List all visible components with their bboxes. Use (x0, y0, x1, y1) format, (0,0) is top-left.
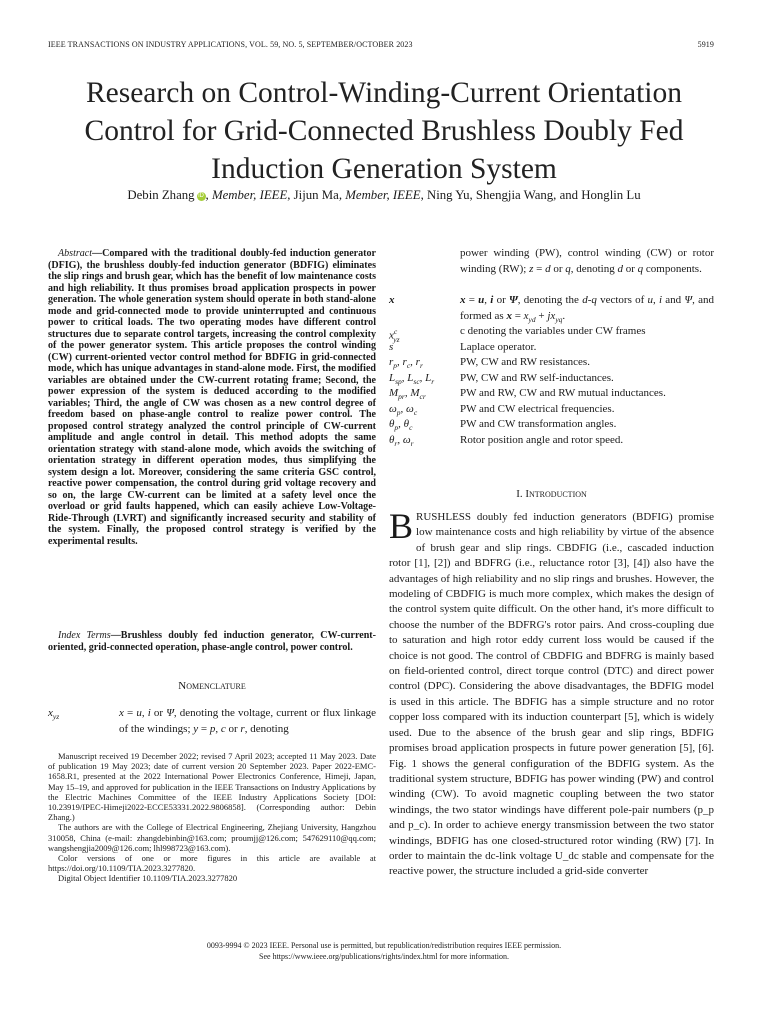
orcid-icon[interactable]: iD (198, 193, 204, 199)
nomenclature-symbol: $r_p$, $r_c$, $r_r$ (389, 356, 423, 371)
nomenclature-definition: PW, CW and RW self-inductances. (460, 372, 614, 384)
footnote-manuscript: Manuscript received 19 December 2022; revised 7 April 2023; accepted 11 May 2023. Date of publication 19 May 2023; date of current version 20 September 2023. Paper 2022-EMC-1658.R1, presented at the 2022 International Power Electronics Conference, Himeji, Japan, May 15–19, and approved for publication in the IEEE Transactions on Industry Applications by the Electric Machines Committee of the IEEE Industry Applications Society [DOI: 10.23919/IPEC-Himeji2022-ECCE53331.2022.9806858]. (Corresponding author: Debin Zhang.) (48, 751, 376, 823)
copyright-notice (40, 940, 728, 962)
abstract-text: —Compared with the traditional doubly-fed induction generator (DFIG), the brushless doubly-fed induction generator (BDFIG) eliminates the slip rings and brush gear, which has the benefit of low maintenance costs and high reliability. It thus promises broad application prospects in power generation. The whole generation system should operate in both stand-alone mode and grid-connected mode to provide uninterrupted and continuous power to critical loads. The two operating modes have different control structures due to separate control targets, increasing the control complexity of the power generator system. This article proposes the control winding (CW) current-oriented vector control method for BDFIG in grid-connected mode, which has unique advantages in stand-alone mode. First, the modified variables are obtained under the CW-current rotating frame; Second, the power expression of the system is deduced according to the modified variables; Third, the angle of CW was chosen as a new control degree of freedom based on phase-angle control to realize power control. The proposed control strategy analyzed the control principle of CW-current amplitude and angle control in detail. This method adopts the same orientation strategy with stand-alone mode, which avoids the switching of orientation strategy in different operation modes, thus simplifying the system design a lot. Moreover, considering the same criteria GSC control, reactive power compensation, the control during grid voltage recovery and so on, the large CW-current can be limited at a safety level once the overload or grid faults happened, which can easily achieve Low-Voltage-Ride-Through (LVRT) and significantly increased security and stability of the system. Finally, the proposed control strategy is verified by the experimental results. (48, 248, 376, 547)
nomenclature-definition: Laplace operator. (460, 341, 537, 353)
nomenclature-row (389, 293, 714, 327)
footnotes (48, 751, 376, 884)
nomenclature-symbol: $\theta_p$, $\theta_c$ (389, 418, 413, 433)
abstract (48, 248, 376, 547)
index-terms (48, 630, 376, 653)
nomenclature-symbol: x (389, 294, 395, 306)
drop-cap: B (389, 506, 414, 546)
introduction-body (389, 506, 714, 880)
author-name: , Jijun Ma (287, 188, 339, 202)
nomenclature-definition: PW, CW and RW resistances. (460, 356, 590, 368)
nomenclature-symbol: s (389, 341, 394, 353)
nomenclature-definition: PW and RW, CW and RW mutual inductances. (460, 387, 666, 399)
footnote-affiliation: The authors are with the College of Electrical Engineering, Zhejiang University, Hangzhou 310058, China (e-mail: zhangdebinbin@163.com; proumjj@126.com; 547629110@qq.com; wangshengjia2009@126.com; lhl998723@163.com). (48, 822, 376, 853)
nomenclature-definition: c denoting the variables under CW frames (460, 325, 646, 337)
introduction-text: RUSHLESS doubly fed induction generators (BDFIG) promise low maintenance costs and high reliability by virtue of the absence of brush gear and slip rings. CBDFIG (i.e., cascaded induction rotor [1], [2]) and BDFRG (i.e., reluctance rotor [3], [4]) also have the advantages of high reliability and no slip rings and brushes. However, the modeling of CBDFIG is much more complex, which makes the design of the control system quite difficult. On the other hand, it's more difficult to choose the number of the BDFRG's rotor pairs. And cross-coupling due to saturation and high rotor eddy current loss would be caused if the choice is not good. The control of CBDFIG and BDFRG is mainly based on field-oriented control, direct torque control (DTC) and direct power control (DPC). Considering the above disadvantages, the BDFIG model is used in this article. The BDFIG has a simple structure and no rotor copper loss compared with its induction counterpart [5], which is widely used. Due to the absence of the brush gear and slip rings, BDFIG promises broad application prospects in future power generation [5], [6]. Fig. 1 shows the general configuration of the BDFIG system. As the traditional system structure, BDFIG has power winding (PW) and control winding (CW). To avoid magnetic coupling between the two stator windings, the two stator windings have different pole-pair numbers (p_p and p_c). In order to achieve energy transmission between the two stator windings, BDFIG has one closed-structured rotor winding (RW) [7]. In order to maintain the dc-link voltage U_dc stable and compensate for the reactive power, the structure included a grid-side converter (389, 511, 714, 878)
nomenclature-definition: PW and CW transformation angles. (460, 418, 617, 430)
nomenclature-definition: x = u, i or Ψ, denoting the d-q vectors of u, i and Ψ, and formed as $x = x_{yd} + jx_{yq}$. (460, 294, 714, 324)
nomenclature-definition: power winding (PW), control winding (CW) or rotor winding (RW); z = d or q, denoting d or q components. (460, 247, 714, 275)
paper-title: Research on Control-Winding-Current Orientation Control for Grid-Connected Brushless Doubly Fed Induction Generation System (84, 77, 684, 185)
nomenclature-symbol: $x_{yz}$ (48, 707, 60, 722)
footnote-color-versions: Color versions of one or more figures in this article are available at https://doi.org/10.1109/TIA.2023.3277820. (48, 853, 376, 874)
author-membership: , Member, IEEE (338, 188, 421, 202)
rights-link[interactable]: See https://www.ieee.org/publications/rights/index.html for more information. (259, 952, 509, 961)
introduction-heading: I. Introduction (516, 488, 587, 500)
nomenclature-row (48, 706, 376, 737)
nomenclature-heading: Nomenclature (178, 680, 246, 692)
nomenclature-continued (460, 246, 714, 277)
author-list (40, 188, 728, 203)
nomenclature-symbol: $\omega_p$, $\omega_c$ (389, 403, 418, 418)
nomenclature-symbol: $M_{pr}$, $M_{cr}$ (389, 387, 426, 402)
copyright-line: 0093-9994 © 2023 IEEE. Personal use is permitted, but republication/redistribution requires IEEE permission. (206, 941, 562, 950)
nomenclature-row (389, 433, 714, 452)
footnote-doi: Digital Object Identifier 10.1109/TIA.2023.3277820 (58, 873, 238, 884)
nomenclature-symbol: $L_{sp}$, $L_{sc}$, $L_r$ (389, 372, 435, 387)
journal-header: IEEE TRANSACTIONS ON INDUSTRY APPLICATIONS, VOL. 59, NO. 5, SEPTEMBER/OCTOBER 2023 (48, 40, 413, 49)
nomenclature-definition: Rotor position angle and rotor speed. (460, 434, 624, 446)
nomenclature-symbol: $x^c_{yz}$ (389, 327, 400, 344)
nomenclature-definition: PW and CW electrical frequencies. (460, 403, 615, 415)
index-terms-text: —Brushless doubly fed induction generator, CW-current-oriented, grid-connected operation, phase-angle control, power control. (48, 630, 376, 653)
author-name: Debin Zhang (127, 188, 195, 202)
page-number: 5919 (697, 40, 714, 49)
nomenclature-row (389, 340, 714, 356)
nomenclature-definition: x = u, i or Ψ, denoting the voltage, current or flux linkage of the windings; y = p, c or r, denoting (119, 707, 376, 735)
abstract-label: Abstract (58, 248, 93, 259)
author-name: , Ning Yu, Shengjia Wang, and Honglin Lu (420, 188, 641, 202)
index-terms-label: Index Terms (58, 630, 111, 641)
nomenclature-symbol: $\theta_r$, $\omega_r$ (389, 434, 414, 449)
author-membership: , Member, IEEE (205, 188, 288, 202)
